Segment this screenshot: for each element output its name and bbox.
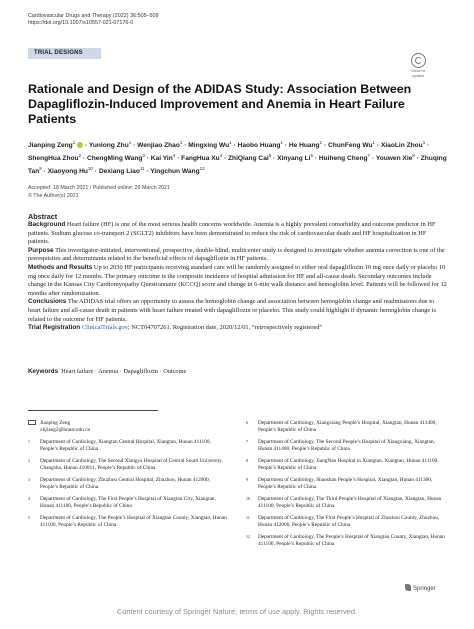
author-name[interactable]: ChunFeng Wu bbox=[327, 142, 373, 150]
springer-horse-icon bbox=[405, 584, 411, 591]
affiliation-item bbox=[28, 458, 228, 472]
journal-citation: Cardiovascular Drugs and Therapy (2022) 36:505–509 bbox=[28, 13, 159, 19]
background-text: Heart failure (HF) is one of the most serious health concerns worldwide. Anemia is a highly prevalent comorbidity and outcome predictor in HF patients. Sodium glucose co-transport 2 (SGLT2) inhibitors have been demonstrated to reduce the risk of cardiovascular death and HF hospitalization in HF patients. bbox=[28, 221, 436, 246]
author-name[interactable]: Xiaoyong Hu bbox=[47, 168, 88, 176]
author-affiliation-sup: 4 bbox=[172, 153, 176, 159]
author-affiliation-sup: 3 bbox=[142, 153, 145, 159]
author-affiliation-sup: 7 bbox=[367, 153, 371, 159]
doi-link[interactable]: https://doi.org/10.1007/s10557-021-07176-0 bbox=[28, 20, 134, 27]
author-name[interactable]: ShengHua Zhou bbox=[28, 155, 79, 163]
section-badge: TRIAL DESIGNS bbox=[28, 48, 101, 59]
footer-notice: Content courtesy of Springer Nature, terms of use apply. Rights reserved. bbox=[116, 607, 358, 616]
affiliation-number: 1 bbox=[28, 439, 30, 444]
conclusions-text: The ADIDAS trial offers an opportunity to assess the hemoglobin change and association between hemoglobin change and readmissions due to heart failure and all-cause death in patients with heart failure treated with dapagliflozin or placebo. This study could highlight if dynamic hemoglobin change is related to the outcome for HF patients. bbox=[28, 298, 437, 323]
abstract-body bbox=[28, 221, 448, 333]
affiliation-number: 2 bbox=[28, 458, 30, 463]
affiliation-item bbox=[246, 477, 446, 491]
affiliation-item bbox=[246, 439, 446, 453]
affiliation-text: Department of Cardiology, Shaoshan People’s Hospital, Xiangtan, Hunan 411300, People’s Republic of China bbox=[258, 477, 433, 490]
purpose-text: This investigator-initiated, interventional, prospective, double-blind, multicenter study is designed to investigate whether anemia correction is one of the prerequisites and determinants related to the beneficial effects of dapagliflozin in HF patients. bbox=[28, 246, 445, 263]
affiliation-number: 8 bbox=[246, 458, 248, 463]
corresponding-author-contact[interactable]: Jianping Zeng xhjiang2@hnust.edu.cn bbox=[40, 420, 91, 433]
author-name[interactable]: Xinyang Li bbox=[277, 155, 311, 163]
abstract-conclusions bbox=[28, 298, 448, 324]
purpose-label: Purpose bbox=[28, 246, 54, 254]
author-name[interactable]: ZhiQiang Cai bbox=[228, 155, 269, 163]
springer-logo bbox=[405, 584, 436, 592]
author-name[interactable]: Zhuqing Tan bbox=[28, 155, 447, 176]
author-list: Jianping Zeng$^1$ · Yunlong Zhu$^1$ · Wenjiao Zhao$^1$ · Mingxing $Wu^1$ · Haobo Huang$^1$ · He Huang$^1$ · ChunFeng $Wu^1$ · XiaoLin Zhou$^1$ · ShengHua Zhou$^2$ · ChengMing Wang$^3$ · Kai Yin$^4$ · FangHua $Xu^4$ · ZhiQiang Cai$^5$ · Xinyang $Li^6$ · Huiheng Cheng$^7$ · Youwen Xie$^8$ · Zhuqing Tan$^8$ · Xiaoyong $Hu^{10}$ · Dexiang Liao$^{11}$ · Yingchun Wang$^{12}$ bbox=[28, 140, 447, 176]
publisher-name: Springer bbox=[413, 586, 436, 592]
abstract-background bbox=[28, 221, 448, 247]
affiliation-number: 11 bbox=[246, 515, 250, 520]
author-affiliation-sup: 8 bbox=[412, 153, 415, 159]
author-name[interactable]: FangHua Xu bbox=[181, 155, 220, 163]
author-affiliation-sup: 1 bbox=[372, 140, 376, 145]
affiliation-text: Department of Cardiology, Zhuzhou Central Hospital, Zhuzhou, Hunan 412000, People’s Republic of China bbox=[40, 477, 211, 490]
keywords-label: Keywords bbox=[28, 368, 59, 375]
affiliation-item bbox=[246, 515, 446, 529]
author-name[interactable]: Kai Yin bbox=[150, 155, 173, 163]
author-name[interactable]: Jianping Zeng bbox=[28, 142, 73, 150]
author-name[interactable]: Haobo Huang bbox=[237, 142, 281, 150]
author-name[interactable]: Wenjiao Zhao bbox=[137, 142, 180, 150]
affiliation-number: 6 bbox=[246, 420, 248, 425]
affiliation-text: Department of Cardiology, Xiangtan Central Hospital, Xiangtan, Hunan 411100, People’s Republic of China bbox=[40, 439, 211, 452]
check-updates-label-2: updates bbox=[411, 74, 425, 78]
background-label: Background bbox=[28, 221, 66, 228]
author-affiliation-sup: 1 bbox=[319, 140, 323, 145]
abstract-heading: Abstract bbox=[28, 212, 58, 221]
affiliation-text: Department of Cardiology, The Third People’s Hospital of Xiangtan, Xiangtan, Hunan 411100, People’s Republic of China bbox=[258, 496, 442, 509]
author-name[interactable]: Huiheng Cheng bbox=[318, 155, 368, 163]
keywords-text: Heart failure · Anemia · Dapagliflozin · Outcome bbox=[61, 368, 187, 375]
article-title: Rationale and Design of the ADIDAS Study: Association Between Dapagliflozin-Induced Improvement and Anemia in Heart Failure Patients bbox=[28, 82, 412, 126]
author-name[interactable]: Mingxing Wu bbox=[188, 142, 230, 150]
check-updates-label-1: Check for bbox=[410, 69, 426, 73]
clinicaltrials-link[interactable]: ClinicalTrials.gov bbox=[81, 324, 128, 332]
conclusions-label: Conclusions bbox=[28, 298, 67, 306]
author-name[interactable]: Youwen Xie bbox=[375, 155, 413, 163]
author-affiliation-sup: 6 bbox=[310, 153, 313, 159]
affiliation-text: Department of Cardiology, The First People’s Hospital of Xiangtan City, Xiangtan, Hunan 411100, People’s Republic of China bbox=[40, 496, 216, 509]
author-affiliation-sup: 8 bbox=[39, 166, 42, 172]
author-name[interactable]: Dexiang Liao bbox=[98, 168, 140, 176]
affiliation-text: Department of Cardiology, The First People’s Hospital of Zhuzhou County, Zhuzhou, Hunan 412000, People’s Republic of China bbox=[258, 515, 440, 528]
affiliation-text: Department of Cardiology, JiangNan Hospital in Xiangtan, Xiangtan, Hunan 411100, People’s Republic of China bbox=[258, 458, 439, 471]
orcid-icon[interactable] bbox=[77, 142, 83, 148]
author-affiliation-sup: 1 bbox=[179, 140, 183, 145]
envelope-icon bbox=[28, 420, 36, 425]
affiliation-item bbox=[246, 496, 446, 510]
affiliation-number: 12 bbox=[246, 534, 250, 539]
copyright: © The Author(s) 2021 bbox=[28, 192, 79, 199]
abstract-purpose bbox=[28, 247, 448, 264]
author-affiliation-sup: 1 bbox=[72, 140, 76, 145]
affiliation-number: 5 bbox=[28, 515, 30, 520]
affiliation-item bbox=[246, 420, 446, 434]
footnote-divider bbox=[28, 410, 158, 411]
affiliation-text: Department of Cardiology, The People’s Hospital of Xiangtan County, Xiangtan, Hunan 411100, People’s Republic of China bbox=[258, 534, 445, 547]
author-name[interactable]: He Huang bbox=[288, 142, 320, 150]
affiliation-number: 10 bbox=[246, 496, 250, 501]
author-affiliation-sup: 1 bbox=[280, 140, 283, 145]
affiliation-item bbox=[28, 515, 228, 529]
affiliation-text: Department of Cardiology, The Second People’s Hospital of Xiangxiang, Xiangtan, Hunan 411400, People’s Republic of China bbox=[258, 439, 435, 452]
registration-label: Trial Registration bbox=[28, 324, 81, 332]
author-name[interactable]: XiaoLin Zhou bbox=[380, 142, 423, 150]
affiliation-item bbox=[28, 439, 228, 453]
corresponding-author bbox=[28, 420, 228, 434]
methods-text: Up to 2030 HF participants receiving standard care will be randomly assigned to either oral dapagliflozin 10 mg once daily or placebo 10 mg once daily for 12 months. The primary outcome is the composite incidence of hospital admission for HF and all-cause death. Secondary outcomes include change in the Kansas City Cardiomyopathy Questionnaire (KCCQ) score and change in 6-min walk distance and hemoglobin level. Patients will be followed for 12 months after randomization. bbox=[28, 263, 447, 297]
affiliations-left bbox=[28, 420, 228, 534]
author-name[interactable]: Yingchun Wang bbox=[150, 168, 200, 176]
affiliation-text: Department of Cardiology, The Second Xiangya Hospital of Central South University, Changsha, Hunan 410011, People’s Republic of China bbox=[40, 458, 223, 471]
affiliations-right bbox=[246, 420, 446, 553]
author-affiliation-sup: 5 bbox=[268, 153, 272, 159]
accepted-published-dates: Accepted: 18 March 2021 / Published online: 29 March 2021 bbox=[28, 185, 170, 191]
keywords bbox=[28, 368, 186, 375]
registration-text: ; NCT04707261. Registration date, 2020/12/01, “retrospectively registered” bbox=[127, 324, 323, 332]
affiliation-text: Department of Cardiology, The People’s Hospital of Xiangtan County, Xiangtan, Hunan 411100, People’s Republic of China bbox=[40, 515, 227, 528]
author-name[interactable]: ChengMing Wang bbox=[86, 155, 143, 163]
author-affiliation-sup: 10 bbox=[87, 166, 93, 172]
abstract-registration bbox=[28, 324, 448, 333]
abstract-methods bbox=[28, 264, 448, 298]
affiliation-text: Department of Cardiology, Xiangxiang People’s Hospital, Xiangtan, Hunan 411400, People’s Republic of China bbox=[258, 420, 437, 433]
author-name[interactable]: Yunlong Zhu bbox=[88, 142, 129, 150]
affiliation-number: 4 bbox=[28, 496, 30, 501]
affiliation-number: 7 bbox=[246, 439, 248, 444]
affiliation-item bbox=[28, 477, 228, 491]
affiliation-item bbox=[246, 534, 446, 548]
methods-label: Methods and Results bbox=[28, 263, 93, 271]
affiliation-number: 3 bbox=[28, 477, 30, 482]
affiliation-item bbox=[28, 496, 228, 510]
author-affiliation-sup: 12 bbox=[199, 166, 205, 172]
affiliation-number: 9 bbox=[246, 477, 248, 482]
author-affiliation-sup: 1 bbox=[422, 140, 426, 145]
author-affiliation-sup: 1 bbox=[229, 140, 232, 145]
author-affiliation-sup: 4 bbox=[219, 153, 223, 159]
article-dates bbox=[28, 185, 170, 200]
affiliation-item bbox=[246, 458, 446, 472]
author-affiliation-sup: 11 bbox=[139, 166, 145, 172]
journal-header bbox=[28, 13, 159, 27]
author-affiliation-sup: 1 bbox=[128, 140, 132, 145]
author-affiliation-sup: 2 bbox=[78, 153, 82, 159]
check-updates-icon bbox=[411, 53, 426, 68]
check-for-updates-badge[interactable] bbox=[405, 53, 431, 78]
